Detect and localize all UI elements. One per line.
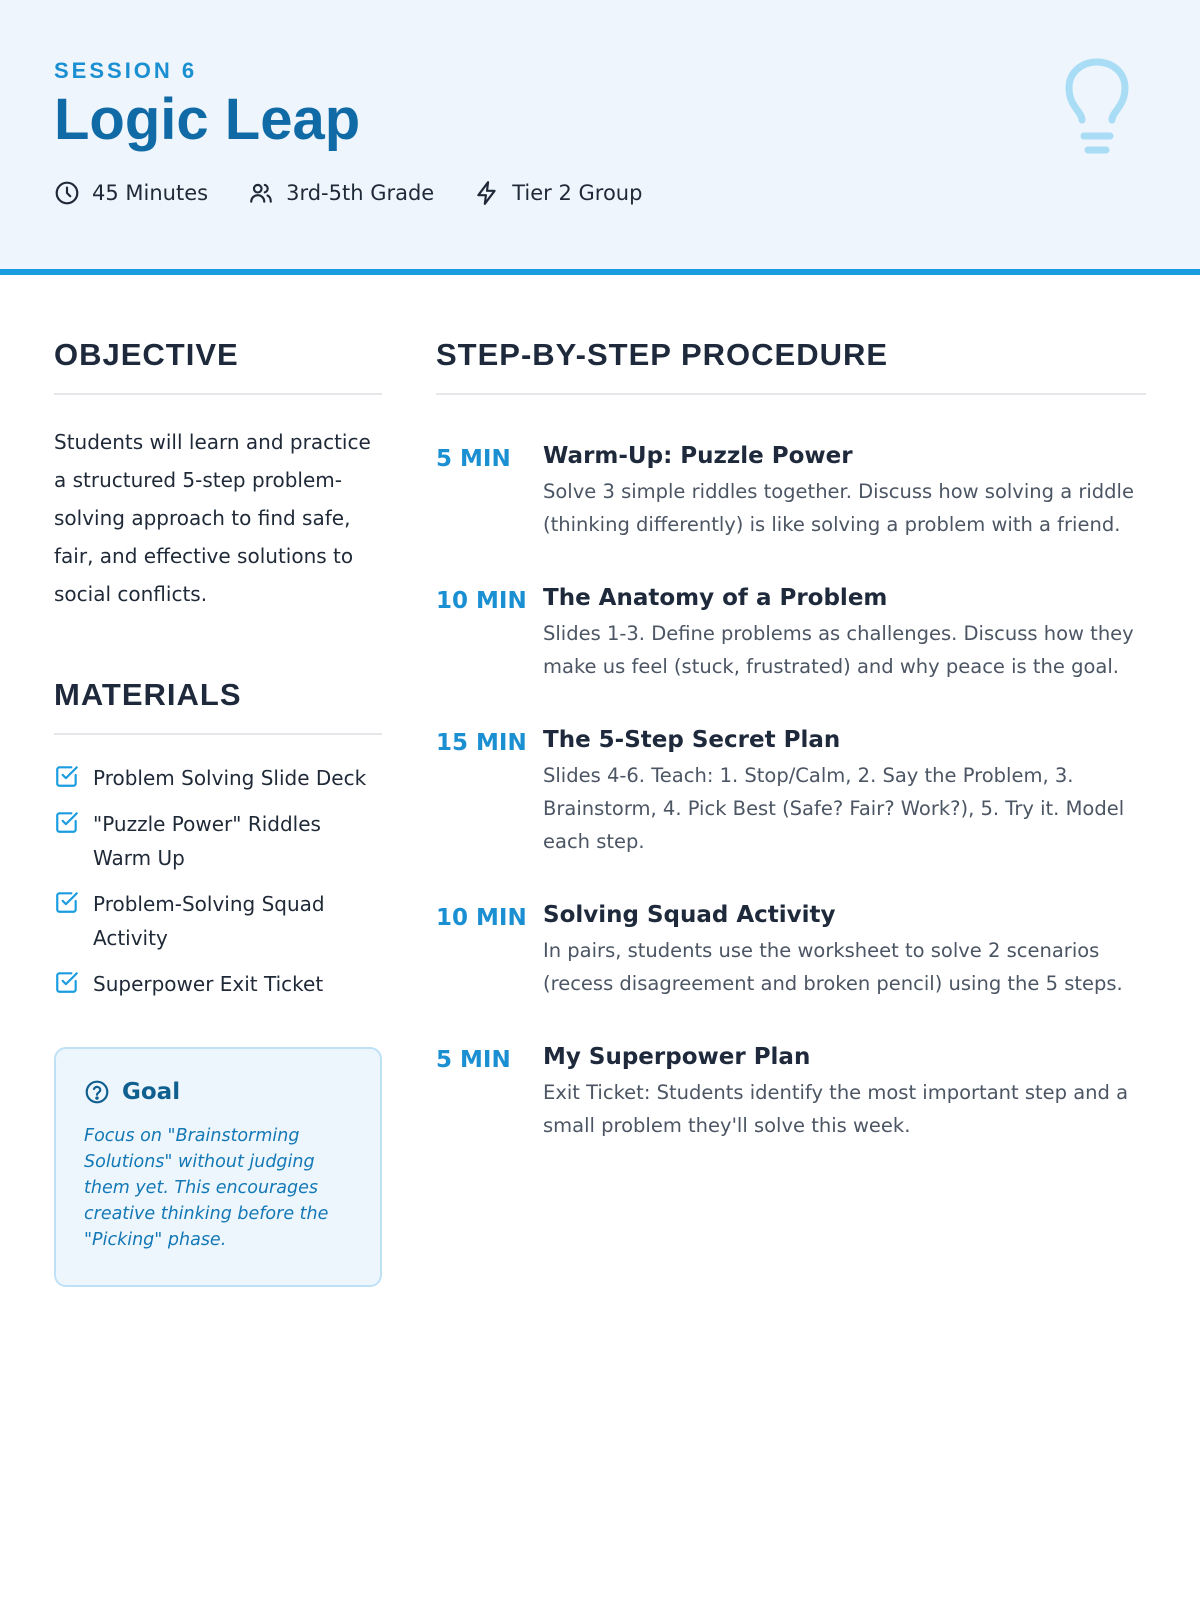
clock-icon: [54, 180, 80, 206]
step-body: [543, 581, 1146, 683]
step-time: 15 MIN: [436, 730, 527, 756]
list-item: [54, 761, 382, 795]
list-item: [54, 807, 382, 875]
meta-group: [474, 180, 642, 206]
lightbulb-icon: [1062, 58, 1132, 158]
objective-heading: OBJECTIVE: [54, 337, 382, 395]
material-label: Superpower Exit Ticket: [93, 972, 324, 996]
session-label: SESSION 6: [54, 58, 198, 83]
right-column: [436, 275, 1146, 1287]
procedure-step: [436, 581, 1146, 683]
help-circle-icon: [84, 1079, 110, 1105]
goal-title: Goal: [122, 1079, 181, 1105]
step-description: Slides 1-3. Define problems as challenges. Discuss how they make us feel (stuck, frustrated) and why peace is the goal.: [543, 622, 1134, 678]
steps-list: [436, 439, 1146, 1142]
content: [0, 275, 1200, 1287]
list-item: [54, 887, 382, 955]
meta-grade: [248, 180, 434, 206]
left-column: [54, 275, 382, 1287]
step-title: The 5-Step Secret Plan: [543, 727, 841, 753]
meta-duration-label: 45 Minutes: [92, 180, 209, 205]
step-title: Warm-Up: Puzzle Power: [543, 443, 853, 469]
step-description: Exit Ticket: Students identify the most important step and a small problem they'll solve this week.: [543, 1081, 1129, 1137]
procedure-step: [436, 1040, 1146, 1142]
materials-heading: MATERIALS: [54, 677, 382, 735]
meta-grade-label: 3rd-5th Grade: [286, 180, 435, 205]
meta-duration: [54, 180, 208, 206]
procedure-step: [436, 898, 1146, 1000]
meta-row: [54, 180, 1146, 206]
material-label: Problem Solving Slide Deck: [93, 766, 367, 790]
meta-group-label: Tier 2 Group: [512, 180, 643, 205]
objective-text: Students will learn and practice a structured 5-step problem-solving approach to find safe, fair, and effective solutions to social conflicts.: [54, 430, 371, 606]
checkbox-icon: [54, 763, 80, 789]
page-title: Logic Leap: [54, 87, 361, 152]
step-title: The Anatomy of a Problem: [543, 585, 888, 611]
users-icon: [248, 180, 274, 206]
step-time: 10 MIN: [436, 588, 527, 614]
checkbox-icon: [54, 889, 80, 915]
checkbox-icon: [54, 969, 80, 995]
procedure-heading: STEP-BY-STEP PROCEDURE: [436, 337, 1146, 395]
checkbox-icon: [54, 809, 80, 835]
goal-box: [54, 1047, 382, 1287]
step-body: [543, 439, 1146, 541]
step-body: [543, 898, 1146, 1000]
material-label: "Puzzle Power" Riddles Warm Up: [93, 812, 321, 870]
step-title: My Superpower Plan: [543, 1044, 811, 1070]
step-title: Solving Squad Activity: [543, 902, 836, 928]
step-description: Solve 3 simple riddles together. Discuss how solving a riddle (thinking differently) is like solving a problem with a friend.: [543, 480, 1134, 536]
goal-heading: [84, 1079, 354, 1105]
step-time: 5 MIN: [436, 446, 511, 472]
procedure-step: [436, 439, 1146, 541]
material-label: Problem-Solving Squad Activity: [93, 892, 325, 950]
step-description: Slides 4-6. Teach: 1. Stop/Calm, 2. Say the Problem, 3. Brainstorm, 4. Pick Best (Safe? Fair? Work?), 5. Try it. Model each step.: [543, 764, 1125, 853]
procedure-step: [436, 723, 1146, 858]
list-item: [54, 967, 382, 1001]
step-body: [543, 723, 1146, 858]
materials-list: [54, 761, 382, 1001]
header: [0, 0, 1200, 275]
step-time: 5 MIN: [436, 1047, 511, 1073]
lightning-icon: [474, 180, 500, 206]
step-description: In pairs, students use the worksheet to solve 2 scenarios (recess disagreement and broken pencil) using the 5 steps.: [543, 939, 1123, 995]
step-time: 10 MIN: [436, 905, 527, 931]
goal-text: Focus on "Brainstorming Solutions" without judging them yet. This encourages creative thinking before the "Picking" phase.: [84, 1126, 329, 1250]
step-body: [543, 1040, 1146, 1142]
